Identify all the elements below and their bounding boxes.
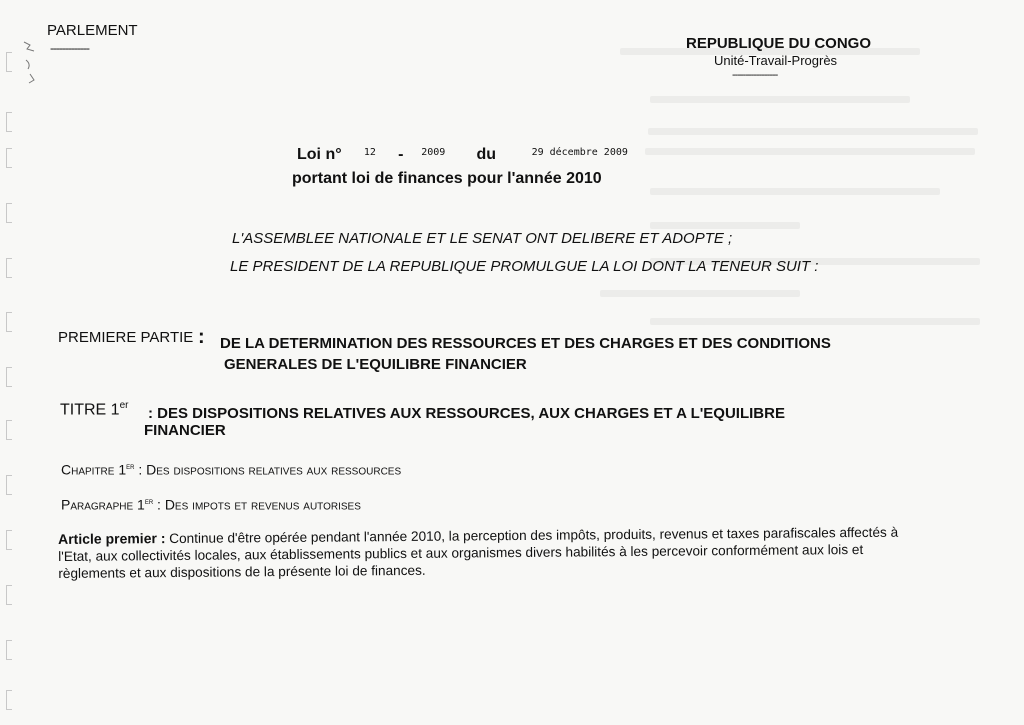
scan-smudge-mark [20,38,44,94]
chapter-label: Chapitre 1 [61,461,127,478]
republic-heading: REPUBLIQUE DU CONGO [686,35,872,52]
binder-mark [6,148,12,168]
bleed-through-line [600,290,800,297]
binder-mark [6,640,12,660]
binder-mark [6,475,12,495]
bleed-through-line [650,96,910,103]
titre-label-text: TITRE 1 [60,401,120,419]
binder-mark [6,530,12,550]
article-premier [58,523,928,582]
binder-mark [6,203,12,223]
binder-mark [6,52,12,72]
chapter-heading [61,461,401,478]
law-date: 29 décembre 2009 [531,147,628,158]
enactment-line-president: LE PRESIDENT DE LA REPUBLIQUE PROMULGUE LA LOI DONT LA TENEUR SUIT : [230,258,819,275]
law-number-line [297,146,628,164]
binder-mark [6,112,12,132]
titre-title-line2: FINANCIER [144,422,226,439]
paragraph-label-sup: er [144,496,154,506]
paragraph-label: Paragraphe 1 [61,496,145,513]
enactment-line-assembly: L'ASSEMBLEE NATIONALE ET LE SENAT ONT DELIBERE ET ADOPTE ; [232,230,733,247]
article-body: Continue d'être opérée pendant l'année 2010, la perception des impôts, produits, revenus et taxes parafiscales affectés à l'Etat, aux collectivités locales, aux établissements publics et aux organismes divers habilités à les percevoir conformément aux lois et règlements et aux dispositions de la présente loi de finances. [58,524,899,581]
part-title-line1: DE LA DETERMINATION DES RESSOURCES ET DES CHARGES ET DES CONDITIONS [220,335,831,352]
law-prefix: Loi n° [297,146,342,163]
binder-mark [6,420,12,440]
parliament-heading: PARLEMENT [47,22,138,39]
part-label: PREMIERE PARTIE [58,329,194,346]
national-motto: Unité-Travail-Progrès [714,53,838,68]
binder-mark [6,690,12,710]
paragraph-heading [61,496,361,513]
bleed-through-line [650,318,980,325]
bleed-through-line [650,222,800,229]
header-dash-rule: ----------------- [732,69,778,81]
bleed-through-line [650,188,940,195]
binder-mark [6,258,12,278]
titre-title-line1: : DES DISPOSITIONS RELATIVES AUX RESSOURCES, AUX CHARGES ET A L'EQUILIBRE [148,405,785,422]
law-number-dash: - [398,146,404,163]
paragraph-title: : Des impots et revenus autorises [153,496,361,513]
law-year: 2009 [421,147,446,158]
part-title-line2: GENERALES DE L'EQUILIBRE FINANCIER [224,356,527,373]
chapter-label-sup: er [126,461,135,471]
bleed-through-line [645,148,975,155]
header-dash-rule: ------------- [50,41,89,55]
binder-mark [6,585,12,605]
part-colon: : [198,326,205,348]
binder-mark [6,367,12,387]
titre-label-sup: er [119,400,129,411]
chapter-title: : Des dispositions relatives aux ressources [134,461,402,478]
law-du: du [476,146,496,163]
bleed-through-line [648,128,978,135]
law-subtitle: portant loi de finances pour l'année 2010 [292,170,602,187]
article-label: Article premier : [58,530,166,547]
binder-mark [6,312,12,332]
law-number: 12 [363,147,376,158]
titre-label [60,400,128,419]
